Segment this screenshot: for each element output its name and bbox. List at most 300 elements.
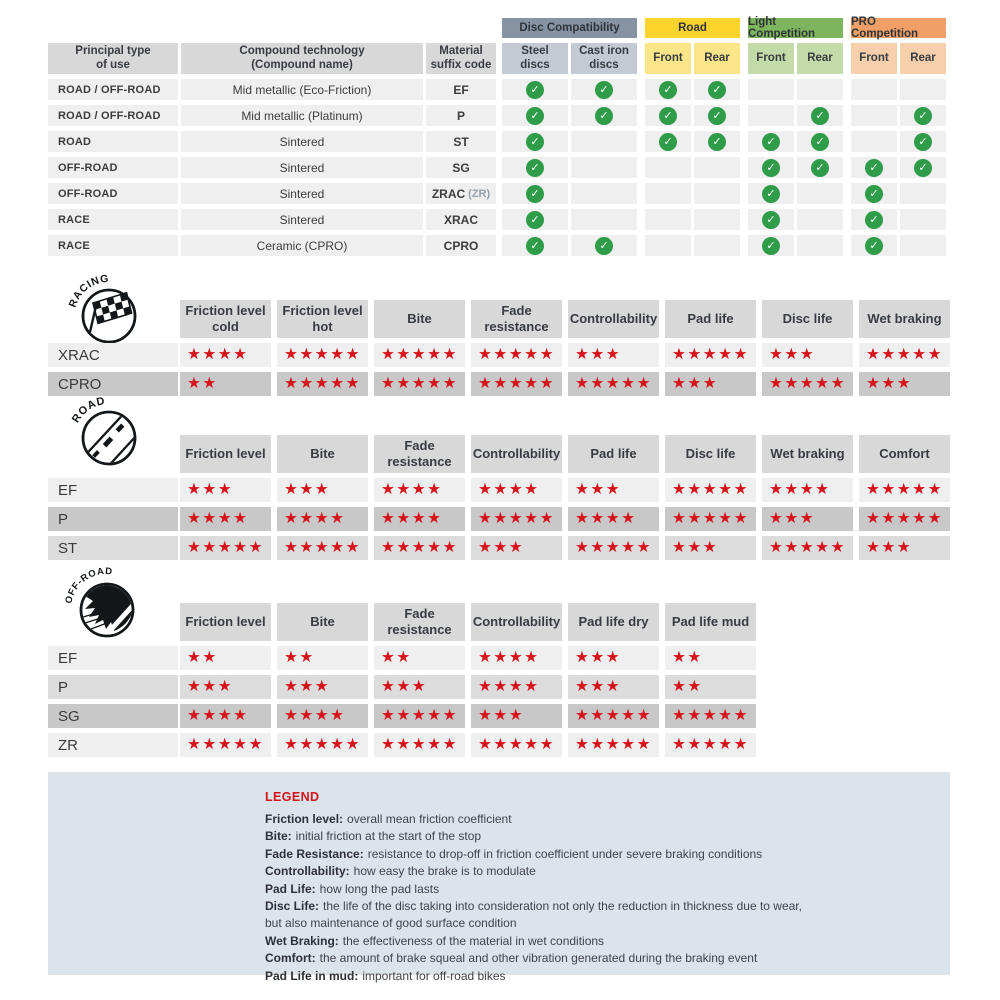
star-rating-cell — [374, 675, 465, 699]
compound-code-cell: ST — [48, 536, 178, 560]
empty-cell — [571, 157, 637, 178]
legend-item — [265, 915, 930, 932]
check-cell — [851, 157, 897, 178]
star-rating: ★★★★★ — [575, 373, 652, 392]
star-rating-cell — [665, 733, 756, 757]
rating-row — [48, 733, 762, 757]
star-rating-cell — [277, 704, 368, 728]
rating-column-header: Pad life — [665, 300, 756, 338]
check-cell — [797, 157, 843, 178]
star-rating-cell — [277, 646, 368, 670]
check-icon: ✓ — [526, 81, 544, 99]
empty-cell — [900, 209, 946, 230]
star-rating-cell — [762, 343, 853, 367]
star-rating: ★★★ — [478, 705, 525, 724]
star-rating: ★★★★★ — [575, 537, 652, 556]
check-cell — [502, 105, 568, 126]
rating-column-header: Friction level cold — [180, 300, 271, 338]
star-rating-cell — [665, 507, 756, 531]
empty-cell — [797, 183, 843, 204]
star-rating: ★★★★★ — [672, 705, 749, 724]
star-rating-cell — [180, 675, 271, 699]
compat-row — [48, 235, 949, 256]
star-rating: ★★★★ — [381, 508, 443, 527]
principal-use-cell: ROAD / OFF-ROAD — [48, 105, 178, 126]
star-rating: ★★★ — [769, 508, 816, 527]
header-line: discs — [520, 58, 550, 71]
check-cell — [851, 209, 897, 230]
star-rating: ★★★★★ — [769, 373, 846, 392]
legend-term: Controllability: — [265, 864, 350, 879]
material-code-cell — [426, 157, 496, 178]
legend-term: Bite: — [265, 829, 292, 844]
check-cell — [851, 183, 897, 204]
compound-code-cell: EF — [48, 646, 178, 670]
rating-row — [48, 478, 956, 502]
star-rating: ★★★ — [478, 537, 525, 556]
rating-column-header: Wet braking — [762, 435, 853, 473]
compat-row — [48, 105, 949, 126]
empty-cell — [694, 183, 740, 204]
check-icon: ✓ — [914, 107, 932, 125]
header-line: Steel — [521, 44, 549, 57]
header-line: Principal type — [75, 44, 151, 57]
star-rating-cell — [665, 536, 756, 560]
compat-row — [48, 131, 949, 152]
check-icon: ✓ — [865, 237, 883, 255]
rating-column-header: Controllability — [568, 300, 659, 338]
check-cell — [748, 157, 794, 178]
check-icon: ✓ — [595, 81, 613, 99]
material-code: ZRAC — [431, 186, 466, 201]
rating-header-row — [48, 300, 956, 338]
rating-column-header: Pad life dry — [568, 603, 659, 641]
empty-cell — [900, 235, 946, 256]
empty-cell — [797, 209, 843, 230]
group-header-row — [48, 18, 949, 38]
subcolumn-header — [502, 43, 568, 74]
subcolumn-header — [645, 43, 691, 74]
star-rating-cell — [762, 507, 853, 531]
compound-code-cell: EF — [48, 478, 178, 502]
star-rating-cell — [277, 536, 368, 560]
compound-code-cell: ZR — [48, 733, 178, 757]
material-code-cell — [426, 235, 496, 256]
star-rating: ★★ — [672, 647, 703, 666]
star-rating: ★★★ — [187, 676, 234, 695]
legend-term: Wet Braking: — [265, 933, 339, 948]
check-cell — [900, 157, 946, 178]
star-rating-cell — [568, 675, 659, 699]
header-line: Front — [653, 51, 683, 64]
star-rating: ★★★ — [769, 344, 816, 363]
legend-title: LEGEND — [265, 790, 320, 804]
star-rating-cell — [277, 478, 368, 502]
compat-header-spacer — [48, 18, 496, 38]
star-rating: ★★★ — [284, 479, 331, 498]
check-icon: ✓ — [865, 185, 883, 203]
star-rating-cell — [180, 536, 271, 560]
star-rating-cell — [471, 675, 562, 699]
star-rating-cell — [277, 343, 368, 367]
material-code-cell — [426, 79, 496, 100]
legend-items — [265, 811, 930, 985]
legend-item — [265, 950, 930, 967]
legend-term: Disc Life: — [265, 899, 320, 914]
header-line: suffix code — [430, 58, 492, 71]
check-icon: ✓ — [595, 237, 613, 255]
star-rating-cell — [568, 478, 659, 502]
check-cell — [645, 131, 691, 152]
compat-row — [48, 183, 949, 204]
column-header-compound — [181, 43, 423, 74]
subcolumn-header — [694, 43, 740, 74]
material-code-suffix: (ZR) — [468, 187, 491, 200]
star-rating-cell — [471, 478, 562, 502]
star-rating: ★★★★★ — [284, 373, 361, 392]
compound-cell: Sintered — [181, 157, 423, 178]
check-icon: ✓ — [708, 107, 726, 125]
check-cell — [502, 235, 568, 256]
legend-item — [265, 846, 930, 863]
check-icon: ✓ — [526, 185, 544, 203]
material-code-cell — [426, 183, 496, 204]
empty-cell — [900, 183, 946, 204]
star-rating: ★★★★ — [284, 705, 346, 724]
check-icon: ✓ — [811, 159, 829, 177]
check-cell — [571, 105, 637, 126]
star-rating-cell — [665, 704, 756, 728]
rating-header-row — [48, 435, 956, 473]
legend-item — [265, 863, 930, 880]
star-rating-cell — [277, 733, 368, 757]
star-rating-cell — [180, 372, 271, 396]
star-rating-cell — [471, 646, 562, 670]
check-cell — [502, 183, 568, 204]
check-icon: ✓ — [762, 159, 780, 177]
legend-text: important for off-road bikes — [362, 968, 506, 983]
star-rating: ★★★★★ — [478, 344, 555, 363]
star-rating-cell — [471, 536, 562, 560]
star-rating: ★★★★ — [478, 676, 540, 695]
star-rating-cell — [568, 646, 659, 670]
star-rating-cell — [568, 507, 659, 531]
legend-term: Fade Resistance: — [265, 846, 364, 861]
compound-cell: Mid metallic (Eco-Friction) — [181, 79, 423, 100]
legend-text: how easy the brake is to modulate — [353, 864, 536, 879]
group-header-road: Road — [645, 18, 740, 38]
check-cell — [502, 79, 568, 100]
column-header-row — [48, 43, 949, 74]
star-rating: ★★★★★ — [284, 537, 361, 556]
star-rating: ★★★★★ — [575, 734, 652, 753]
star-rating-cell — [374, 704, 465, 728]
header-line: Rear — [704, 51, 730, 64]
star-rating: ★★★★★ — [866, 508, 943, 527]
check-cell — [851, 235, 897, 256]
star-rating-cell — [568, 372, 659, 396]
rating-column-header: Controllability — [471, 435, 562, 473]
star-rating: ★★★★★ — [672, 508, 749, 527]
rating-table-road — [48, 435, 956, 565]
material-code-cell — [426, 105, 496, 126]
legend-item — [265, 881, 930, 898]
check-cell — [694, 105, 740, 126]
star-rating: ★★★★★ — [284, 344, 361, 363]
empty-cell — [571, 183, 637, 204]
legend-item — [265, 898, 930, 915]
compatibility-table — [48, 18, 949, 261]
star-rating: ★★★★★ — [381, 537, 458, 556]
star-rating: ★★★★★ — [381, 373, 458, 392]
section-icon-label: OFF-ROAD — [63, 565, 114, 605]
check-icon: ✓ — [659, 107, 677, 125]
star-rating: ★★★★★ — [478, 734, 555, 753]
legend-term: Comfort: — [265, 951, 316, 966]
star-rating: ★★★★★ — [866, 479, 943, 498]
star-rating-cell — [859, 536, 950, 560]
check-cell — [900, 131, 946, 152]
compatibility-rows — [48, 79, 949, 256]
rating-column-header: Friction level — [180, 435, 271, 473]
check-cell — [571, 235, 637, 256]
material-code: SG — [452, 160, 470, 175]
star-rating-cell — [277, 507, 368, 531]
compat-row — [48, 157, 949, 178]
star-rating-cell — [568, 343, 659, 367]
star-rating: ★★ — [284, 647, 315, 666]
check-icon: ✓ — [526, 159, 544, 177]
rating-row — [48, 507, 956, 531]
check-icon: ✓ — [526, 133, 544, 151]
empty-cell — [797, 235, 843, 256]
star-rating-cell — [374, 536, 465, 560]
subcolumn-header — [797, 43, 843, 74]
header-line: Rear — [910, 51, 936, 64]
check-icon: ✓ — [811, 107, 829, 125]
rating-row — [48, 646, 762, 670]
check-icon: ✓ — [659, 133, 677, 151]
star-rating: ★★★★★ — [672, 344, 749, 363]
star-rating-cell — [859, 478, 950, 502]
star-rating-cell — [665, 646, 756, 670]
compat-row — [48, 209, 949, 230]
rating-column-header: Wet braking — [859, 300, 950, 338]
star-rating: ★★★★ — [284, 508, 346, 527]
star-rating: ★★★ — [575, 676, 622, 695]
star-rating-cell — [180, 343, 271, 367]
star-rating-cell — [665, 675, 756, 699]
star-rating: ★★★★ — [769, 479, 831, 498]
rating-header-row — [48, 603, 762, 641]
star-rating: ★★★★★ — [575, 705, 652, 724]
empty-cell — [900, 79, 946, 100]
check-icon: ✓ — [762, 237, 780, 255]
check-cell — [797, 131, 843, 152]
star-rating: ★★★★★ — [381, 344, 458, 363]
star-rating-cell — [665, 343, 756, 367]
legend-text: how long the pad lasts — [319, 881, 440, 896]
check-icon: ✓ — [914, 159, 932, 177]
star-rating: ★★★★★ — [672, 479, 749, 498]
star-rating-cell — [665, 372, 756, 396]
header-line: discs — [589, 58, 619, 71]
header-line: Compound technology — [239, 44, 365, 57]
column-header-material — [426, 43, 496, 74]
empty-cell — [748, 79, 794, 100]
check-cell — [571, 79, 637, 100]
star-rating-cell — [471, 372, 562, 396]
check-icon: ✓ — [762, 133, 780, 151]
star-rating: ★★★★ — [187, 508, 249, 527]
check-icon: ✓ — [708, 81, 726, 99]
group-header-light: Light Competition — [748, 18, 843, 38]
star-rating-cell — [762, 478, 853, 502]
check-cell — [797, 105, 843, 126]
rating-column-header: Comfort — [859, 435, 950, 473]
principal-use-cell: ROAD — [48, 131, 178, 152]
subcolumn-header — [851, 43, 897, 74]
rating-column-header: Fade resistance — [374, 435, 465, 473]
check-icon: ✓ — [762, 211, 780, 229]
star-rating-cell — [859, 343, 950, 367]
star-rating: ★★★★★ — [478, 373, 555, 392]
star-rating-cell — [471, 343, 562, 367]
principal-use-cell: RACE — [48, 209, 178, 230]
empty-cell — [645, 235, 691, 256]
section-icon-label: ROAD — [69, 395, 107, 425]
legend-box — [48, 772, 950, 983]
column-header-principal — [48, 43, 178, 74]
star-rating-cell — [471, 507, 562, 531]
check-icon: ✓ — [659, 81, 677, 99]
check-cell — [694, 131, 740, 152]
header-line: (Compound name) — [251, 58, 353, 71]
empty-cell — [645, 209, 691, 230]
star-rating-cell — [374, 343, 465, 367]
star-rating-cell — [762, 536, 853, 560]
check-cell — [748, 131, 794, 152]
compound-cell: Sintered — [181, 131, 423, 152]
check-icon: ✓ — [526, 237, 544, 255]
star-rating: ★★★★ — [381, 479, 443, 498]
star-rating-cell — [180, 704, 271, 728]
rating-row — [48, 704, 762, 728]
empty-cell — [851, 131, 897, 152]
star-rating-cell — [180, 507, 271, 531]
star-rating-cell — [180, 478, 271, 502]
compound-cell: Mid metallic (Platinum) — [181, 105, 423, 126]
star-rating-cell — [859, 372, 950, 396]
star-rating: ★★★★★ — [866, 344, 943, 363]
rating-column-header: Friction level — [180, 603, 271, 641]
header-line: Front — [756, 51, 786, 64]
star-rating: ★★★ — [866, 373, 913, 392]
rating-header-spacer — [48, 603, 178, 641]
star-rating: ★★★ — [672, 537, 719, 556]
material-code: ST — [453, 134, 469, 149]
star-rating-cell — [180, 733, 271, 757]
star-rating: ★★★ — [672, 373, 719, 392]
empty-cell — [645, 183, 691, 204]
star-rating: ★★★★★ — [672, 734, 749, 753]
empty-cell — [645, 157, 691, 178]
rating-column-header: Disc life — [665, 435, 756, 473]
principal-use-cell: OFF-ROAD — [48, 183, 178, 204]
rating-table-offroad — [48, 603, 762, 762]
legend-text: but also maintenance of good surface condition — [265, 916, 517, 931]
star-rating-cell — [277, 675, 368, 699]
star-rating-cell — [374, 372, 465, 396]
legend-term: Pad Life: — [265, 881, 316, 896]
rating-column-header: Fade resistance — [471, 300, 562, 338]
compound-cell: Sintered — [181, 183, 423, 204]
star-rating: ★★★★ — [187, 344, 249, 363]
check-cell — [900, 105, 946, 126]
check-cell — [748, 209, 794, 230]
empty-cell — [571, 131, 637, 152]
star-rating-cell — [374, 478, 465, 502]
star-rating: ★★★★★ — [381, 734, 458, 753]
compound-code-cell: P — [48, 675, 178, 699]
group-header-disc: Disc Compatibility — [502, 18, 637, 38]
material-code-cell — [426, 209, 496, 230]
rating-column-header: Controllability — [471, 603, 562, 641]
check-cell — [502, 209, 568, 230]
rating-header-spacer — [48, 300, 178, 338]
check-cell — [502, 157, 568, 178]
section-icon-label: RACING — [66, 272, 110, 310]
header-line: Front — [859, 51, 889, 64]
empty-cell — [694, 157, 740, 178]
star-rating: ★★★ — [187, 479, 234, 498]
rating-row — [48, 343, 956, 367]
header-line: Rear — [807, 51, 833, 64]
star-rating-cell — [762, 372, 853, 396]
star-rating: ★★★★★ — [769, 537, 846, 556]
subcolumn-header — [571, 43, 637, 74]
star-rating: ★★★★★ — [284, 734, 361, 753]
compound-code-cell: CPRO — [48, 372, 178, 396]
star-rating: ★★★★★ — [381, 705, 458, 724]
rating-row — [48, 536, 956, 560]
star-rating-cell — [374, 507, 465, 531]
check-cell — [748, 235, 794, 256]
star-rating: ★★ — [381, 647, 412, 666]
compound-code-cell: XRAC — [48, 343, 178, 367]
rating-column-header: Pad life mud — [665, 603, 756, 641]
legend-text: the amount of brake squeal and other vibration generated during the braking event — [319, 951, 758, 966]
rating-row — [48, 372, 956, 396]
legend-text: overall mean friction coefficient — [347, 812, 512, 826]
material-code: CPRO — [443, 238, 479, 253]
check-icon: ✓ — [762, 185, 780, 203]
star-rating: ★★★ — [575, 344, 622, 363]
check-cell — [502, 131, 568, 152]
check-icon: ✓ — [865, 211, 883, 229]
check-icon: ✓ — [708, 133, 726, 151]
star-rating: ★★ — [672, 676, 703, 695]
star-rating-cell — [471, 704, 562, 728]
star-rating-cell — [374, 733, 465, 757]
star-rating-cell — [471, 733, 562, 757]
legend-item — [265, 828, 930, 845]
check-icon: ✓ — [526, 211, 544, 229]
empty-cell — [571, 209, 637, 230]
principal-use-cell: OFF-ROAD — [48, 157, 178, 178]
star-rating: ★★★ — [575, 647, 622, 666]
star-rating: ★★ — [187, 647, 218, 666]
